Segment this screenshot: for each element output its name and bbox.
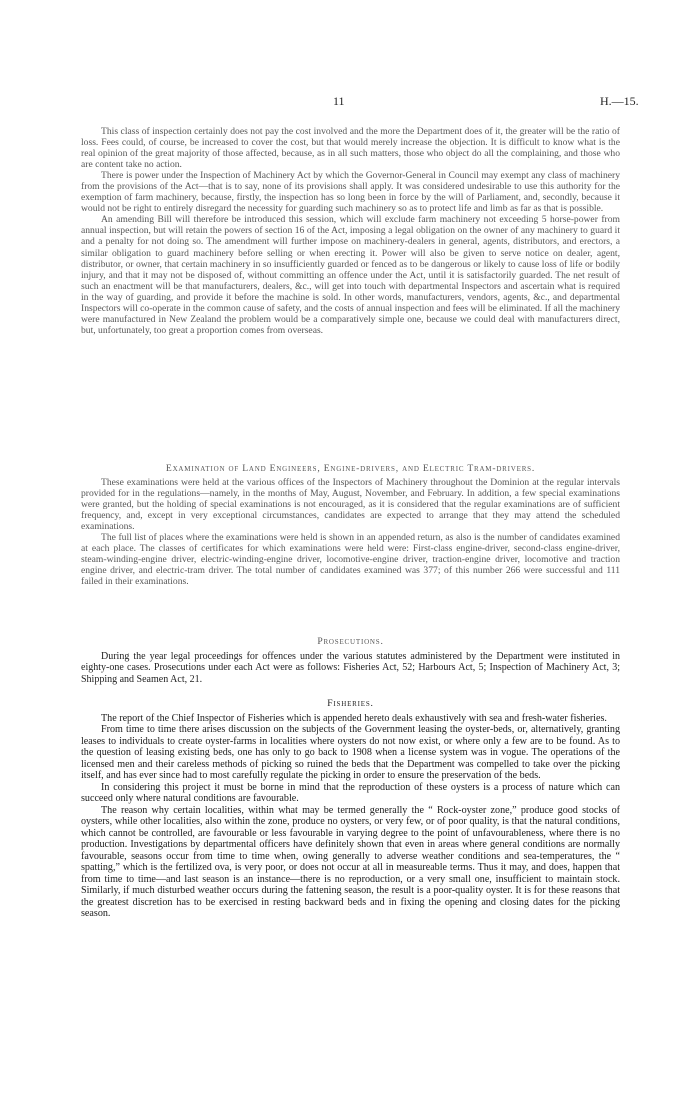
section-heading-examination: Examination of Land Engineers, Engine-drivers, and Electric Tram-drivers. <box>165 463 536 474</box>
page-number: 11 <box>333 94 345 108</box>
paragraph: From time to time there arises discussion on the subjects of the Government leasing the oyster-beds, or, alternatively, granting leases to individuals to create oyster-farms in localities where oysters do not now exist, or where only a few are to be found. As to the question of leasing existing beds, one has only to go back to 1908 when a license system was in vogue. The operations of the licensed men and their careless methods of picking so ruined the beds that the Department was compelled to take over the picking itself, and has ever since had to most carefully regulate the picking in order to ensure the preservation of the beds. <box>81 724 620 782</box>
section-heading-prosecutions: Prosecutions. <box>317 636 384 647</box>
paragraph: An amending Bill will therefore be introduced this session, which will exclude farm machinery not exceeding 5 horse-power from annual inspection, but will retain the powers of section 16 of the Act, imposing a legal obligation on the owner of any machinery to guard it and a penalty for not doing so. The amendment will further impose on machinery-dealers in general, agents, distributors, and erectors, a similar obligation to guard machinery before selling or when erecting it. Power will also be given to serve notice on dealer, agent, distributor, or owner, that certain machinery in so insufficiently guarded or fenced as to be dangerous or likely to cause loss of life or bodily injury, and that it may not be disposed of, without committing an offence under the Act, until it is satisfactorily guarded. The net result of such an enactment will be that manufacturers, dealers, &c., will get into touch with departmental Inspectors and ascertain what is required in the way of guarding, and provide it before the machine is sold. In other words, manufacturers, vendors, agents, &c., and departmental Inspectors will co-operate in the common cause of safety, and the costs of annual inspection and fees will be eliminated. If all the machinery were manufactured in New Zealand the problem would be a comparatively simple one, because we could deal with manufacturers direct, but, unfortunately, too great a proportion comes from overseas. <box>81 214 620 336</box>
paragraph: In considering this project it must be borne in mind that the reproduction of these oysters is a process of nature which can succeed only where natural conditions are favourable. <box>81 781 620 805</box>
paragraph: The full list of places where the examinations were held is shown in an appended return, as also is the number of candidates examined at each place. The classes of certificates for which examinations were held were: First-class engine-driver, second-class engine-driver, steam-winding-engine driver, electric-winding-engine driver, locomotive-engine driver, traction-engine driver, locomotive and traction engine driver, and electric-tram driver. The total number of candidates examined was 377; of this number 266 were successful and 111 failed in their examinations. <box>81 532 620 588</box>
paragraph: This class of inspection certainly does not pay the cost involved and the more the Department does of it, the greater will be the ratio of loss. Fees could, of course, be increased to cover the cost, but that would merely increase the objection. It is difficult to know what is the real opinion of the great majority of those affected, because, as in all such matters, those who object do all the complaining, and those who are content take no action. <box>81 126 620 171</box>
paragraph: During the year legal proceedings for offences under the various statutes administered by the Department were instituted in eighty-one cases. Prosecutions under each Act were as follows: Fisheries Act, 52; Harbours Act, 5; Inspection of Machinery Act, 3; Shipping and Seamen Act, 21. <box>81 651 620 685</box>
document-reference: H.—15. <box>600 94 639 108</box>
intro-section <box>81 126 620 336</box>
fisheries-section <box>81 713 620 920</box>
paragraph: These examinations were held at the various offices of the Inspectors of Machinery throughout the Dominion at the regular intervals provided for in the regulations—namely, in the months of May, August, November, and February. In addition, a few special examinations were granted, but the holding of special examinations is not encouraged, as it is considered that the regular examinations are of sufficient frequency, and, except in very exceptional circumstances, candidates are expected to arrange that they may attend the scheduled examinations. <box>81 477 620 533</box>
examination-section <box>81 477 620 587</box>
section-heading-fisheries: Fisheries. <box>327 698 374 709</box>
prosecutions-section <box>81 651 620 685</box>
page-header <box>0 94 700 110</box>
paragraph: The report of the Chief Inspector of Fisheries which is appended hereto deals exhaustively with sea and fresh-water fisheries. <box>101 713 607 724</box>
paragraph: There is power under the Inspection of Machinery Act by which the Governor-General in Council may exempt any class of machinery from the provisions of the Act—that is to say, none of its provisions shall apply. It was considered undesirable to use this authority for the exemption of farm machinery, because, firstly, the inspection has so long been in force by the will of Parliament, and, secondly, because it would not be right to entirely disregard the necessity for guarding such machinery so as to protect life and limb as far as that is possible. <box>81 170 620 215</box>
paragraph: The reason why certain localities, within what may be termed generally the “ Rock-oyster zone,” produce good stocks of oysters, while other localities, also within the zone, produce no oysters, or very few, or of poor quality, is that the natural conditions, which cannot be controlled, are favourable or less favourable in varying degree to the point of unfavourableness, where there is no production. Investigations by departmental officers have definitely shown that even in areas where general conditions are normally favourable, seasons occur from time to time when, owing generally to adverse weather conditions and sea-temperatures, the “ spatting,” which is the fertilized ova, is very poor, or does not occur at all in measureable terms. Thus it may, and does, happen that from time to time—and last season is an instance—there is no reproduction, or a very small one, insufficient to maintain stock. Similarly, if much disturbed weather occurs during the fattening season, the result is a poor-quality oyster. It is for these reasons that the greatest discretion has to be exercised in resting backward beds and in fixing the opening and closing dates for the picking season. <box>81 804 620 920</box>
